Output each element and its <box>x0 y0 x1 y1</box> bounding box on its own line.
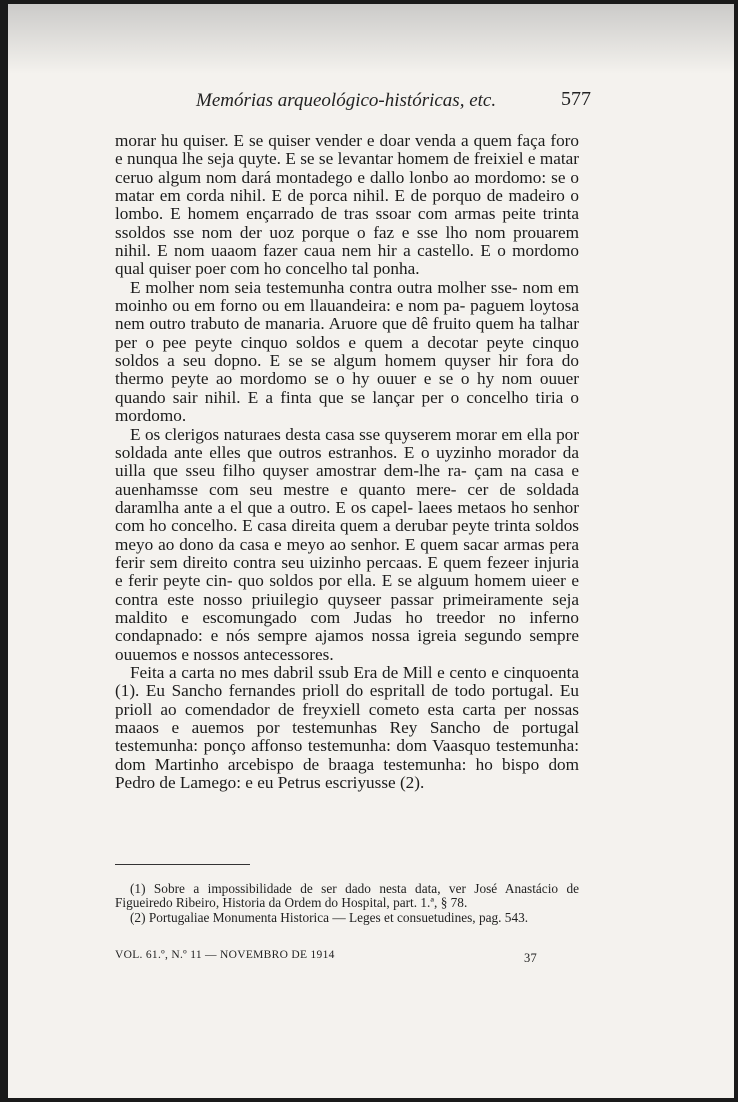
signature-mark: 37 <box>524 951 538 965</box>
paragraph: morar hu quiser. E se quiser vender e doar venda a quem faça foro e nunqua lhe seja quyte. E se se levantar homem de freixiel e matar ceruo algum nom dará montadego e dallo lonbo ao mordomo: se o matar em corda nihil. E de porca nihil. E de porquo de madeiro o lombo. E homem ençarrado de tras ssoar com armas peite trinta ssoldos sse nom der uoz porque o faz e sse lho nom prouarem nihil. E nom uaaom fazer caua nem hir a castello. E o mordomo qual quiser poer com ho concelho tal ponha. <box>115 131 579 279</box>
volume-line: VOL. 61.º, N.º 11 — NOVEMBRO DE 1914 <box>115 949 335 961</box>
document-page <box>8 4 734 1098</box>
footnotes <box>115 882 579 925</box>
footnote: (1) Sobre a impossibilidade de ser dado nesta data, ver José Anastácio de Figueiredo Ribeiro, Historia da Ordem do Hospital, part. 1.ª, § 78. <box>115 881 579 911</box>
footnote-rule <box>115 864 250 865</box>
running-head: Memórias arqueológico-históricas, etc. <box>196 90 497 111</box>
footnote: (2) Portugaliae Monumenta Historica — Leges et consuetudines, pag. 543. <box>130 909 529 925</box>
paragraph: Feita a carta no mes dabril ssub Era de Mill e cento e cinquoenta (1). Eu Sancho fernandes prioll do espritall de todo portugal. Eu prioll ao comendador de freyxiell cometo esta carta per nossas maaos e auemos por testemunhas Rey Sancho de portugal testemunha: ponço affonso testemunha: dom Vaasquo testemunha: dom Martinho arcebispo de braaga testemunha: ho bispo dom Pedro de Lamego: e eu Petrus escriyusse (2). <box>115 662 579 793</box>
page-footer <box>115 949 579 965</box>
paragraph: E os clerigos naturaes desta casa sse quyserem morar em ella por soldada ante elles que outros estranhos. E o uyzinho morador da uilla que sseu filho quyser amostrar dem-lhe ra- çam na casa e auenhamsse com seu mestre e quanto mere- cer de soldada daramlha ante a el que a outro. E os capel- laees metaos ho senhor com ho concelho. E casa direita quem a derubar peyte trinta soldos meyo ao dono da casa e meyo ao senhor. E quem sacar armas pera ferir sem direito contra seu uizinho percaas. E quem fezeer injuria e ferir peyte cin- quo soldos por ella. E se alguum homem uieer e contra este nosso priuilegio quyseer passar primeiramente seja maldito e escomungado com Judas ho treedor no inferno condapnado: e nós sempre ajamos nossa igreia segundo sempre ouuemos e nossos antecessores. <box>115 424 579 664</box>
body-text <box>115 132 579 792</box>
paragraph: E molher nom seia testemunha contra outra molher sse- nom em moinho ou em forno ou em llauandeira: e nom pa- paguem loytosa nem outro trabuto de manaria. Aruore que dê fruito quem ha talhar per o pee peyte cinquo soldos e quem a decotar peyte cinquo soldos a seu dopno. E se se algum homem quyser hir fora do thermo peyte ao mordomo se o hy ouuer e se o hy nom ouuer quando sair nihil. E a finta que se lançar per o concelho tiria o mordomo. <box>115 277 579 426</box>
page-number: 577 <box>561 88 591 110</box>
